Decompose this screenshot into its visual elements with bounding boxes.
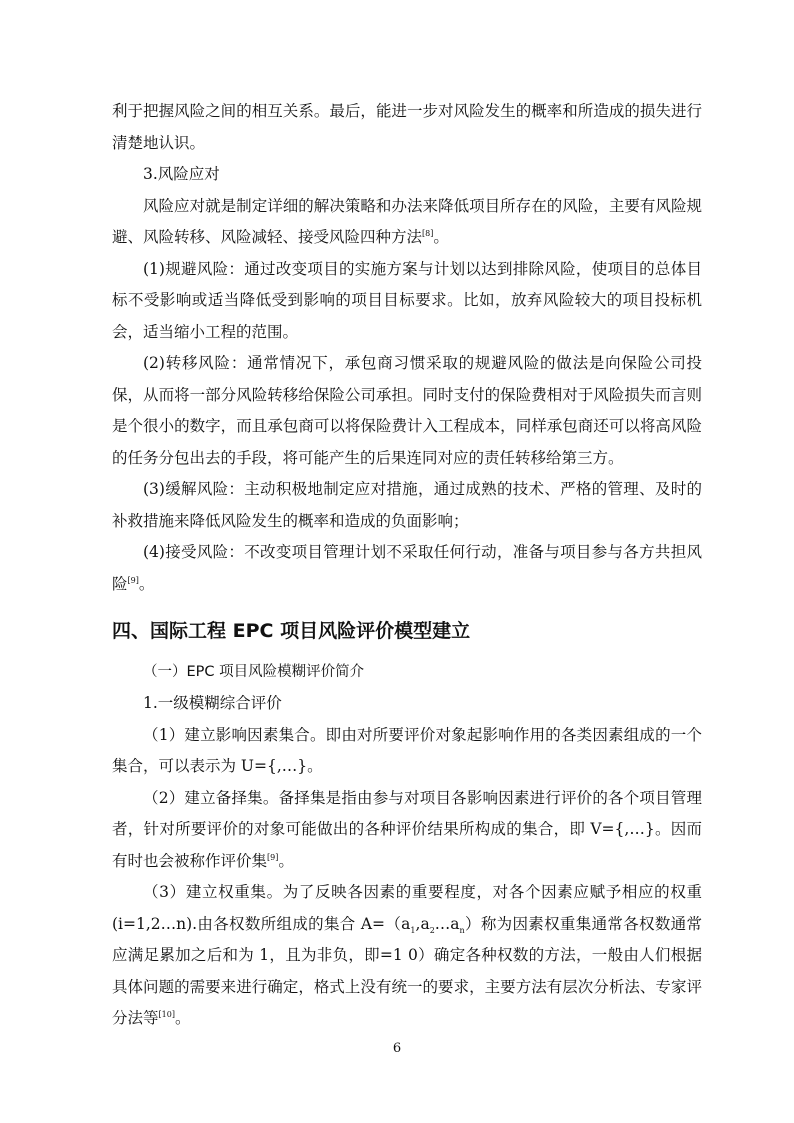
paragraph-continuation: 利于把握风险之间的相互关系。最后，能进一步对风险发生的概率和所造成的损失进行清楚地认识。 [112, 102, 702, 152]
paragraph-factor-set: （1）建立影响因素集合。即由对所要评价对象起影响作用的各类因素组成的一个集合，可以表示为 U={,…}。 [112, 725, 702, 775]
subscript-1: 1 [410, 925, 416, 935]
page-body [112, 96, 702, 1035]
punctuation: 。 [433, 228, 449, 246]
paragraph-transfer-risk: (2)转移风险：通常情况下，承包商习惯采取的规避风险的做法是向保险公司投保，从而将一部分风险转移给保险公司承担。同时支付的保险费相对于风险损失而言则是个很小的数字，而且承包商可以将保险费计入工程成本，同样承包商还可以将高风险的任务分包出去的手段，将可能产生的后果连同对应的责任转移给第三方。 [112, 354, 702, 467]
punctuation: 。 [278, 851, 294, 870]
paragraph-weight-set-text-c: …a [434, 914, 460, 933]
subsection-heading-1: （一）EPC 项目风险模糊评价简介 [143, 664, 365, 680]
paragraph-accept-risk [112, 537, 702, 600]
paragraph-avoid-risk: (1)规避风险：通过改变项目的实施方案与计划以达到排除风险，使项目的总体目标不受影响或适当降低受到影响的项目目标要求。比如，放弃风险较大的项目投标机会，适当缩小工程的范围。 [112, 259, 702, 341]
heading-risk-response: 3.风险应对 [143, 165, 220, 183]
citation-8: [8] [422, 228, 434, 238]
citation-9b: [9] [267, 852, 279, 862]
subscript-n: n [459, 925, 465, 935]
citation-10: [10] [158, 1009, 175, 1019]
paragraph-risk-response [112, 191, 702, 254]
paragraph-weight-set-text-b: ,a [415, 914, 430, 933]
punctuation: 。 [138, 574, 155, 593]
punctuation: 。 [174, 1009, 191, 1027]
paragraph-choice-set [112, 783, 702, 878]
page-number: 6 [392, 1041, 402, 1056]
paragraph-accept-risk-text: (4)接受风险：不改变项目管理计划不采取任何行动，准备与项目参与各方共担风险 [112, 543, 702, 593]
paragraph-weight-set [112, 877, 702, 1035]
subscript-2: 2 [429, 925, 435, 935]
section-heading-4: 四、国际工程 EPC 项目风险评价模型建立 [112, 620, 471, 642]
paragraph-choice-set-text: （2）建立备择集。备择集是指由参与对项目各影响因素进行评价的各个项目管理者，针对所要评价的对象可能做出的各种评价结果所构成的集合，即 V={,…}。因而有时也会被称作评价集 [112, 788, 702, 870]
citation-9a: [9] [127, 575, 139, 585]
paragraph-weight-set-text-a: （3）建立权重集。为了反映各因素的重要程度，对各个因素应赋予相应的权重(i=1,2…n).由各权数所组成的集合 A=（a [112, 883, 702, 933]
paragraph-mitigate-risk: (3)缓解风险：主动积极地制定应对措施，通过成熟的技术、严格的管理、及时的补救措施来降低风险发生的概率和造成的负面影响； [112, 480, 702, 530]
paragraph-risk-response-text: 风险应对就是制定详细的解决策略和办法来降低项目所存在的风险，主要有风险规避、风险转移、风险减轻、接受风险四种方法 [112, 196, 702, 246]
heading-level1-fuzzy: 1.一级模糊综合评价 [143, 694, 282, 712]
paragraph-weight-set-text-d: ）称为因素权重集通常各权数通常应满足累加之后和为 1，且为非负，即=1 0）确定各种权数的方法，一般由人们根据具体问题的需要来进行确定，格式上没有统一的要求，主要方法有层次分析法、专家评分法等 [112, 914, 702, 1027]
